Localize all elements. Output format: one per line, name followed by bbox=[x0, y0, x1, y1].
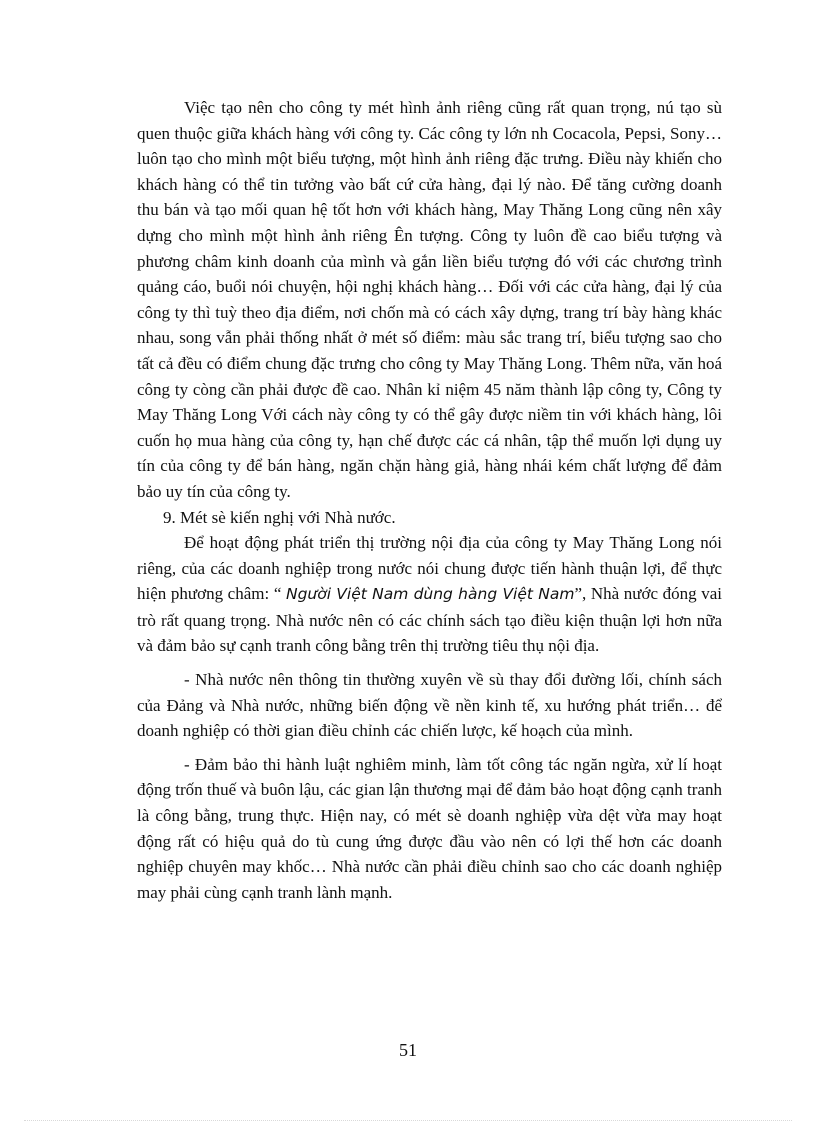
paragraph-state-role-text-a: Để hoạt động phát triển thị trường nội địa của công ty May Thăng Long nói riêng, của các doanh nghiệp trong nước nói chung được tiến hành thuận lợi, để thực hiện phương châm: “ bbox=[137, 533, 722, 604]
paragraph-state-role-text-b: ”, Nhà nước đóng vai trò rất quang trọng. Nhà nước nên có các chính sách tạo điều kiện thuận lợi hơn nữa và đảm bảo sự cạnh tranh công bằng trên thị trường tiêu thụ nội địa. bbox=[137, 584, 722, 656]
page-body bbox=[137, 95, 722, 905]
paragraph-brand-image: Việc tạo nên cho công ty mét hình ảnh riêng cũng rất quan trọng, nú tạo sù quen thuộc giữa khách hàng với công ty. Các công ty lớn nh Cocacola, Pepsi, Sony… luôn tạo cho mình một biểu tượng, một hình ảnh riêng đặc trưng. Điều này khiến cho khách hàng có thể tin tưởng vào bất cứ cửa hàng, đại lý nào. Để tăng cường doanh thu bán và tạo mối quan hệ tốt hơn với khách hàng, May Thăng Long cũng nên xây dựng cho mình một hình ảnh riêng Ên tượng. Công ty luôn đề cao biểu tượng và phương châm kinh doanh của mình và gắn liền biểu tượng đó với các chương trình quảng cáo, buổi nói chuyện, hội nghị khách hàng… Đối với các cửa hàng, đại lý của công ty thì tuỳ theo địa điểm, nơi chốn mà có cách xây dựng, trang trí bày hàng khác nhau, song vẫn phải thống nhất ở mét số điểm: màu sắc trang trí, biểu tượng sao cho tất cả đều có điểm chung đặc trưng cho công ty May Thăng Long. Thêm nữa, văn hoá công ty còng cần phải được đề cao. Nhân kỉ niệm 45 năm thành lập công ty, Công ty May Thăng Long Với cách này công ty có thể gây được niềm tin với khách hàng, lôi cuốn họ mua hàng của công ty, hạn chế được các cá nhân, tập thể muốn lợi dụng uy tín của công ty để bán hàng, ngăn chặn hàng giả, hàng nhái kém chất lượng để đảm bảo uy tín của công ty. bbox=[137, 98, 722, 501]
slogan-quote: Người Việt Nam dùng hàng Việt Nam bbox=[285, 585, 575, 604]
paragraph-state-role bbox=[137, 530, 722, 659]
section-heading: 9. Mét sè kiến nghị với Nhà nước. bbox=[163, 507, 396, 527]
paragraph-enforcement: - Đảm bảo thi hành luật nghiêm minh, làm tốt công tác ngăn ngừa, xử lí hoạt động trốn thuế và buôn lậu, các gian lận thương mại để đảm bảo hoạt động cạnh tranh là công bằng, trung thực. Hiện nay, có mét sè doanh nghiệp vừa dệt vừa may hoạt động rất có hiệu quả do tù cung ứng được đầu vào nên có lợi thế hơn các doanh nghiệp chuyên may khốc… Nhà nước cần phải điều chỉnh sao cho các doanh nghiệp may phải cùng cạnh tranh lành mạnh. bbox=[137, 754, 722, 902]
footer-divider bbox=[24, 1120, 792, 1121]
paragraph-information: - Nhà nước nên thông tin thường xuyên về sù thay đổi đường lối, chính sách của Đảng và Nhà nước, những biến động về nền kinh tế, xu hướng phát triển… để doanh nghiệp có thời gian điều chỉnh các chiến lược, kế hoạch của mình. bbox=[137, 670, 722, 741]
page-number: 51 bbox=[399, 1040, 417, 1060]
